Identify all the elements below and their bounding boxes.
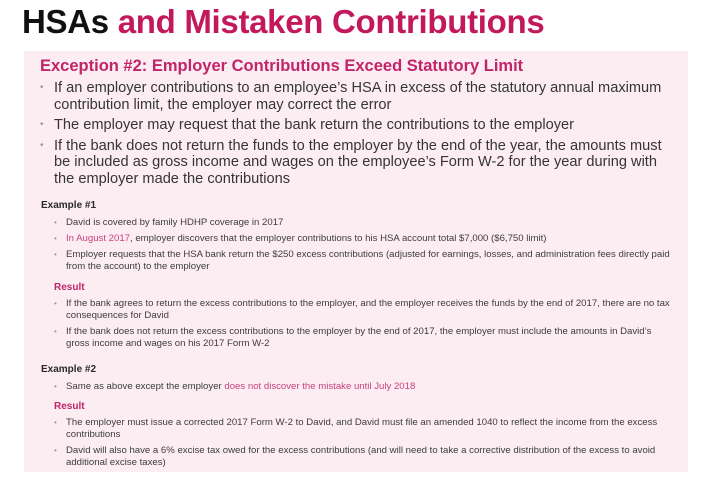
example1-item: • David is covered by family HDHP coverage in 2017 <box>52 217 672 229</box>
highlight-text: In August 2017 <box>66 233 131 244</box>
example2-item: • Same as above except the employer does not discover the mistake until July 2018 <box>52 381 672 393</box>
result-item: • If the bank agrees to return the excess contributions to the employer, and the employer receives the funds by the end of 2017, there are no tax consequences for David <box>52 298 672 322</box>
main-bullet: • If an employer contributions to an employee’s HSA in excess of the statutory annual maximum contribution limit, the employer may correct the error <box>38 80 678 113</box>
title-hsas: HSAs <box>22 3 109 40</box>
exception-subtitle: Exception #2: Employer Contributions Exceed Statutory Limit <box>40 57 524 75</box>
example1-list <box>52 217 672 277</box>
example1-results <box>52 298 672 354</box>
example1-item: • Employer requests that the HSA bank return the $250 excess contributions (adjusted for earnings, losses, and administration fees directly paid from the account) to the employer <box>52 249 672 273</box>
example2-results <box>52 417 672 473</box>
page-title <box>22 2 544 42</box>
main-bullet: • If the bank does not return the funds to the employer by the end of the year, the amounts must be included as gross income and wages on the employee’s Form W-2 for the year during with the employer made the contributions <box>38 138 678 188</box>
title-rest: and Mistaken Contributions <box>108 3 545 40</box>
highlight-text: does not discover the mistake until July 2018 <box>224 381 416 392</box>
content-panel <box>24 51 688 472</box>
example2-list <box>52 381 672 397</box>
main-bullet-list <box>38 80 678 191</box>
example1-heading: Example #1 <box>41 200 97 211</box>
result-item: • David will also have a 6% excise tax owed for the excess contributions (and will need to take a corrective distribution of the excess to avoid additional excise taxes) <box>52 445 672 469</box>
main-bullet: • The employer may request that the bank return the contributions to the employer <box>38 117 678 134</box>
result-item: • The employer must issue a corrected 2017 Form W-2 to David, and David must file an amended 1040 to reflect the income from the excess contributions <box>52 417 672 441</box>
example1-result-heading: Result <box>54 282 85 293</box>
example2-heading: Example #2 <box>41 364 97 375</box>
example1-item: • In August 2017, employer discovers that the employer contributions to his HSA account total $7,000 ($6,750 limit) <box>52 233 672 245</box>
result-item: • If the bank does not return the excess contributions to the employer by the end of 2017, the employer must include the amounts in David’s gross income and wages on his 2017 Form W-2 <box>52 326 672 350</box>
example2-result-heading: Result <box>54 401 85 412</box>
